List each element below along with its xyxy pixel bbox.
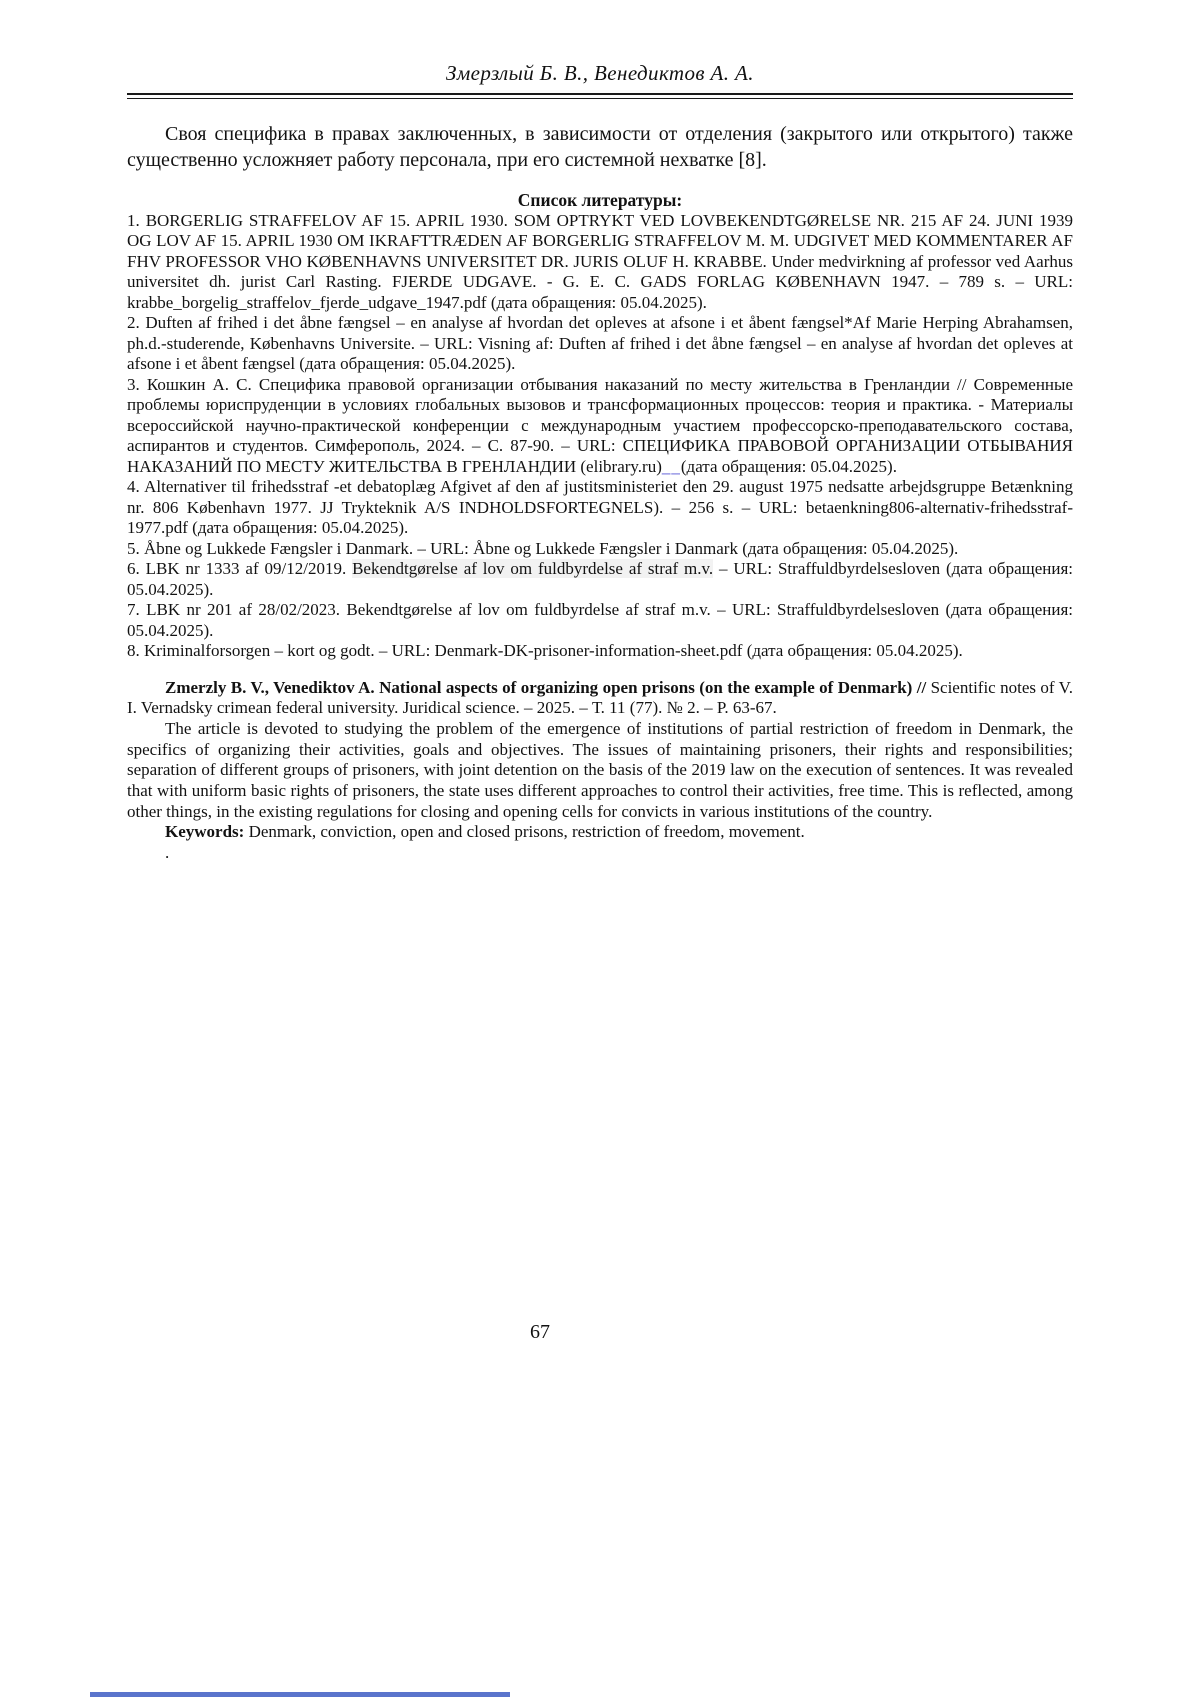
reference-item-6-highlighted-text: Bekendtgørelse af lov om fuldbyrdelse af straf m.v. [352, 559, 714, 578]
reference-item-4: 4. Alternativer til frihedsstraf -et debatoplæg Afgivet af den af justitsministeriet den 29. august 1975 nedsatte arbejdsgruppe Betænkning nr. 806 København 1977. JJ Trykteknik A/S INDHOLDSFORTEGNELS). – 256 s. – URL: betaenkning806-alternativ-frihedsstraf-1977.pdf (дата обращения: 05.04.2025). [127, 477, 1073, 537]
running-header: Змерзлый Б. В., Венедиктов А. А. [446, 61, 754, 85]
reference-item-5: 5. Åbne og Lukkede Fængsler i Danmark. – URL: Åbne og Lukkede Fængsler i Danmark (дата обращения: 05.04.2025). [127, 538, 959, 558]
elibrary-link-mark[interactable]: __ [661, 456, 681, 476]
header-divider [127, 93, 1073, 99]
intro-paragraph: Своя специфика в правах заключенных, в зависимости от отделения (закрытого или открытого) также существенно усложняет работу персонала, при его системной нехватке [8]. [127, 123, 1073, 171]
reference-item-3-access-date: (дата обращения: 05.04.2025). [680, 456, 897, 476]
reference-item-8: 8. Kriminalforsorgen – kort og godt. – URL: Denmark-DK-prisoner-information-sheet.pdf (дата обращения: 05.04.2025). [127, 641, 963, 660]
reference-item-2: 2. Duften af frihed i det åbne fængsel – en analyse af hvordan det opleves at afsone i et åbent fængsel*Af Marie Herping Abrahamsen, ph.d.-studerende, Københavns Universite. – URL: Visning af: Duften af frihed i det åbne fængsel – en analyse af hvordan det opleves at afsone i et åbent fængsel (дата обращения: 05.04.2025). [127, 313, 1073, 373]
keywords-text: Denmark, conviction, open and closed prisons, restriction of freedom, movement. [244, 822, 805, 842]
keywords-line [127, 822, 1073, 843]
references-list [127, 211, 1073, 662]
trailing-dot: . [165, 843, 170, 863]
english-citation-source: Scientific notes of V. I. Vernadsky crimean federal university. Juridical science. – 2025. – Т. 11 (77). № 2. – P. 63-67. [127, 677, 1074, 718]
reference-item-6-suffix: – URL: Straffuldbyrdelsesloven (дата обращения: 05.04.2025). [127, 559, 1073, 599]
english-citation [127, 678, 1073, 719]
reference-item-6 [127, 559, 1073, 600]
references-heading: Список литературы: [517, 190, 683, 210]
page-content [127, 60, 1073, 864]
reference-item-3-text: 3. Кошкин А. С. Специфика правовой организации отбывания наказаний по месту жительства в Гренландии // Современные проблемы юриспруденции в условиях глобальных вызовов и трансформационных процессов: теория и практика. - Материалы всероссийской научно-практической конференции с международным участием профессорско-преподавательского состава, аспирантов и студентов. Симферополь, 2024. – С. 87-90. – URL: СПЕЦИФИКА ПРАВОВОЙ ОРГАНИЗАЦИИ ОТБЫВАНИЯ НАКАЗАНИЙ ПО МЕСТУ ЖИТЕЛЬСТВА В ГРЕНЛАНДИИ (elibrary.ru) [127, 374, 1073, 476]
reference-item-6-prefix: 6. LBK nr 1333 af 09/12/2019. [127, 559, 353, 578]
bottom-edge-bar [90, 1692, 510, 1697]
page-number: 67 [530, 1321, 550, 1343]
keywords-label: Keywords: [165, 822, 245, 842]
reference-item-1: 1. BORGERLIG STRAFFELOV AF 15. APRIL 1930. SOM OPTRYKT VED LOVBEKENDTGØRELSE NR. 215 AF 24. JUNI 1939 OG LOV AF 15. APRIL 1930 OM IKRAFTTRÆDEN AF BORGERLIG STRAFFELOV M. M. UDGIVET MED KOMMENTARER AF FHV PROFESSOR VHO KØBENHAVNS UNIVERSITET DR. JURIS OLUF H. KRABBE. Under medvirkning af professor ved Aarhus universitet dh. jurist Carl Rasting. FJERDE UDGAVE. - G. E. C. GADS FORLAG KØBENHAVN 1947. – 789 s. – URL: krabbe_borgelig_straffelov_fjerde_udgave_1947.pdf (дата обращения: 05.04.2025). [127, 210, 1073, 312]
english-abstract-block [127, 678, 1073, 864]
reference-item-3 [127, 375, 1073, 478]
reference-item-7: 7. LBK nr 201 af 28/02/2023. Bekendtgørelse af lov om fuldbyrdelse af straf m.v. – URL: Straffuldbyrdelsesloven (дата обращения: 05.04.2025). [127, 600, 1073, 640]
english-citation-authors-title: Zmerzly B. V., Venediktov A. National aspects of organizing open prisons (on the example of Denmark) // [165, 677, 931, 697]
abstract-paragraph: The article is devoted to studying the problem of the emergence of institutions of partial restriction of freedom in Denmark, the specifics of organizing their activities, goals and objectives. The issues of maintaining prisoners, their rights and responsibilities; separation of different groups of prisoners, with joint detention on the basis of the 2019 law on the execution of sentences. It was revealed that with uniform basic rights of prisoners, the state uses different approaches to control their activities, free time. This is reflected, among other things, in the existing regulations for closing and opening cells for convicts in various institutions of the country. [127, 718, 1073, 821]
